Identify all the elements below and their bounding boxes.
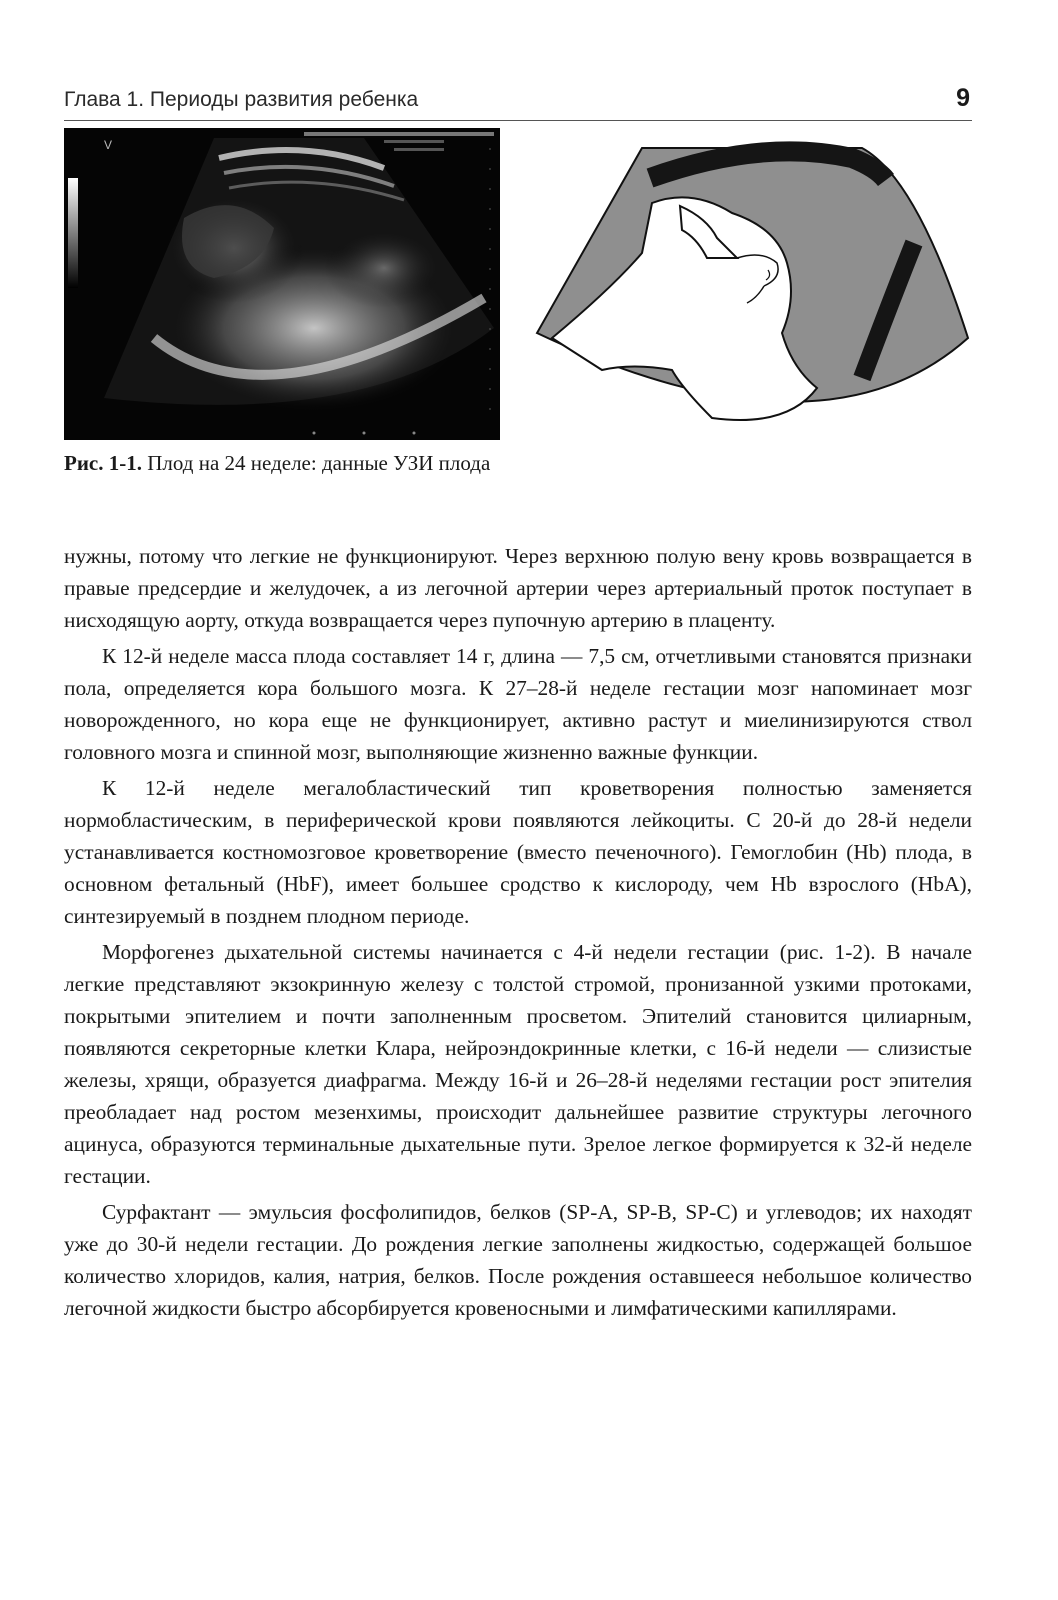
ultrasound-marker: V (104, 138, 113, 152)
paragraph: нужны, потому что легкие не функционируют. Через верхнюю полую вену кровь возвращается в правые предсердие и желудочек, а из легочной артерии через артериальный проток поступает в нисходящую аорту, откуда возвращается через пупочную артерию в плаценту. (64, 544, 972, 632)
chapter-title: Глава 1. Периоды развития ребенка (64, 88, 419, 111)
paragraph: Морфогенез дыхательной системы начинается с 4-й недели гестации (рис. 1-2). В начале легкие представляют экзокринную железу с толстой стромой, пронизанной узкими протоками, покрытыми эпителием и почти заполненным просветом. Эпителий становится цилиарным, появляются секреторные клетки Клара, нейроэндокринные клетки, с 16-й недели — слизистые железы, хрящи, образуется диафрагма. Между 16-й и 26–28-й неделями гестации рост эпителия преобладает над ростом мезенхимы, происходит дальнейшее развитие структуры легочного ацинуса, образуются терминальные дыхательные пути. Зрелое легкое формируется к 32-й неделе гестации. (64, 940, 972, 1188)
page-number: 9 (956, 84, 970, 112)
fetus-schematic-graphic (532, 138, 972, 438)
paragraph: Сурфактант — эмульсия фосфолипидов, белков (SP-A, SP-B, SP-C) и углеводов; их находят уже до 30-й недели гестации. До рождения легкие заполнены жидкостью, содержащей большое количество хлоридов, калия, натрия, белков. После рождения оставшееся небольшое количество легочной жидкости быстро абсорбируется кровеносными и лимфатическими капиллярами. (64, 1200, 972, 1320)
paragraph: К 12-й неделе масса плода составляет 14 г, длина — 7,5 см, отчетливыми становятся признаки пола, определяется кора большого мозга. К 27–28-й неделе гестации мозг напоминает мозг новорожденного, но кора еще не функционирует, активно растут и миелинизируются ствол головного мозга и спинной мозг, выполняющие жизненно важные функции. (64, 644, 972, 764)
figure-1-1 (64, 128, 972, 448)
caption-label: Рис. 1-1. (64, 451, 142, 475)
paragraph: К 12-й неделе мегалобластический тип кроветворения полностью заменяется нормобластическим, в периферической крови появляются лейкоциты. С 20-й до 28-й недели устанавливается костномозговое кроветворение (вместо печеночного). Гемоглобин (Hb) плода, в основном фетальный (HbF), имеет большее сродство к кислороду, чем Hb взрослого (HbA), синтезируемый в позднем плодном периоде. (64, 776, 972, 928)
body-text (64, 540, 972, 1324)
figure-caption (64, 451, 490, 476)
caption-text: Плод на 24 неделе: данные УЗИ плода (142, 451, 491, 475)
ultrasound-image (64, 128, 500, 440)
ultrasound-schematic (532, 138, 972, 438)
ultrasound-scan-graphic (64, 128, 500, 440)
running-header (64, 84, 972, 121)
